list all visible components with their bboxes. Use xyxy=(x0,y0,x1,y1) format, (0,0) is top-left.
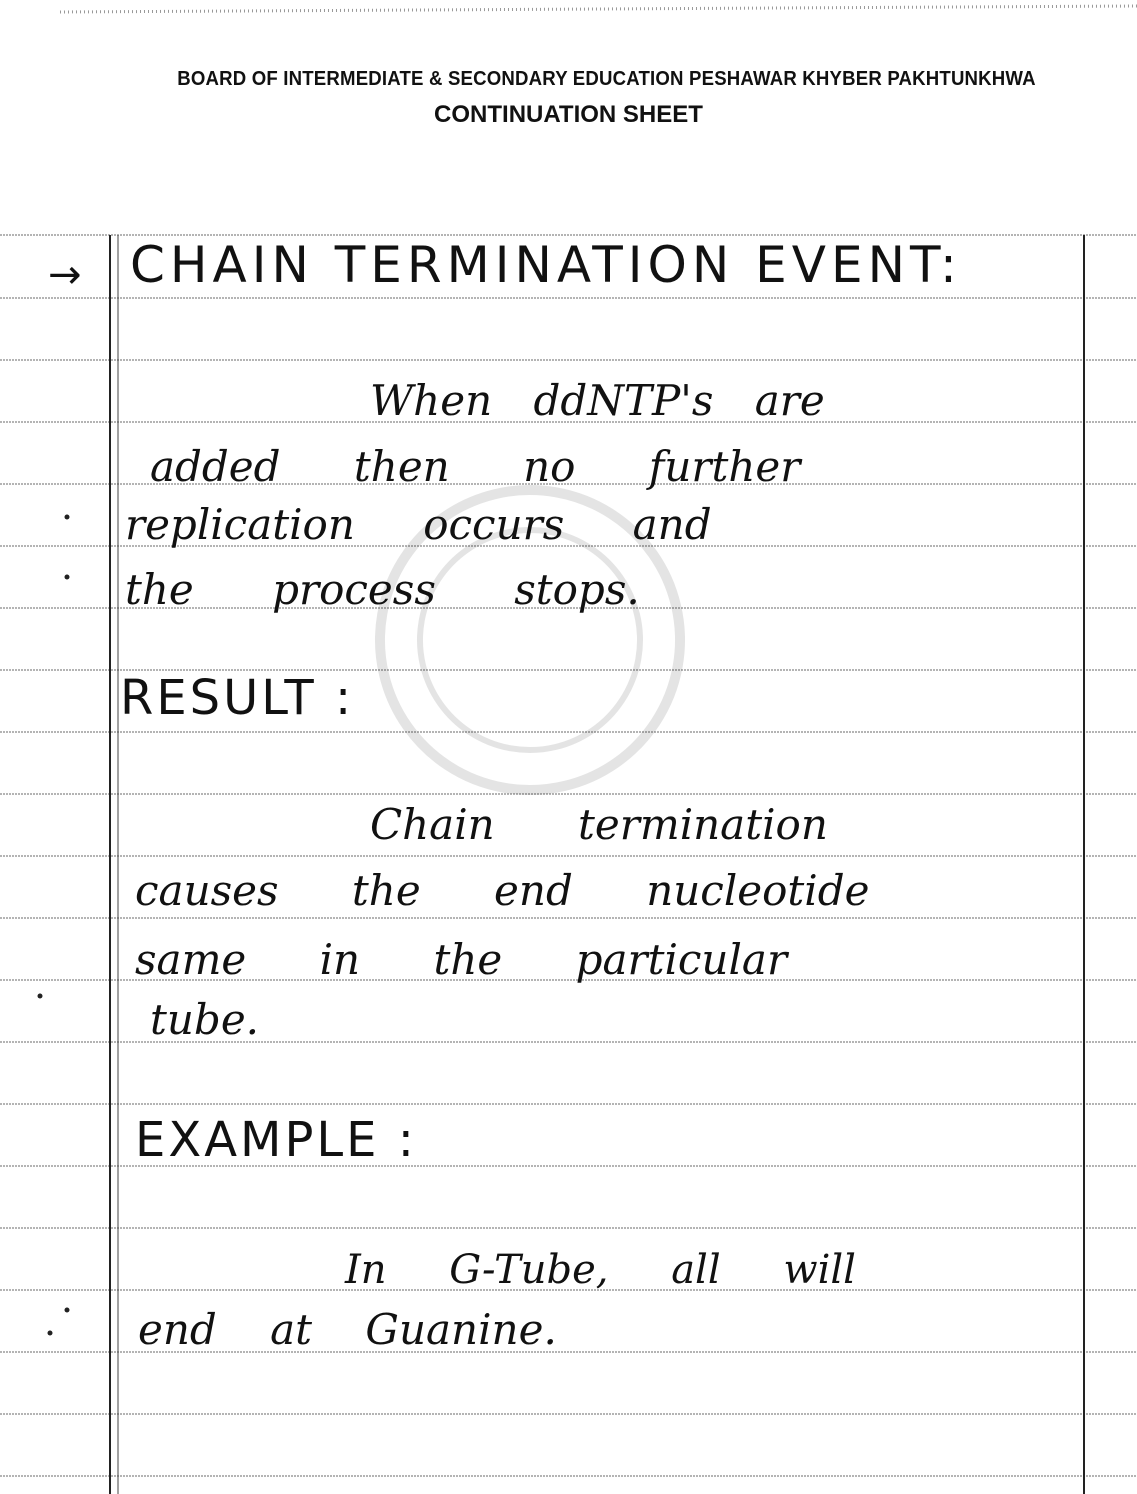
heading-chain-termination: CHAIN TERMINATION EVENT: xyxy=(130,236,962,294)
board-title: BOARD OF INTERMEDIATE & SECONDARY EDUCATION PESHAWAR KHYBER PAKHTUNKHWA xyxy=(177,68,1036,90)
sheet-title: CONTINUATION SHEET xyxy=(434,101,703,128)
para2-line3: same in the particular xyxy=(135,935,788,984)
para1-line4: the process stops. xyxy=(125,565,640,614)
para2-line4: tube. xyxy=(150,995,260,1044)
arrow-icon: → xyxy=(48,252,85,298)
heading-result: RESULT : xyxy=(120,670,355,726)
para1-line3: replication occurs and xyxy=(125,500,712,549)
heading-example: EXAMPLE : xyxy=(135,1112,417,1168)
para3-line1: In G-Tube, all will xyxy=(345,1247,856,1293)
para2-line1: Chain termination xyxy=(370,800,828,849)
para2-line2: causes the end nucleotide xyxy=(135,866,870,915)
para1-line1: When ddNTP's are xyxy=(370,376,825,425)
para3-line2: end at Guanine. xyxy=(138,1305,557,1354)
para1-line2: added then no further xyxy=(150,442,801,491)
